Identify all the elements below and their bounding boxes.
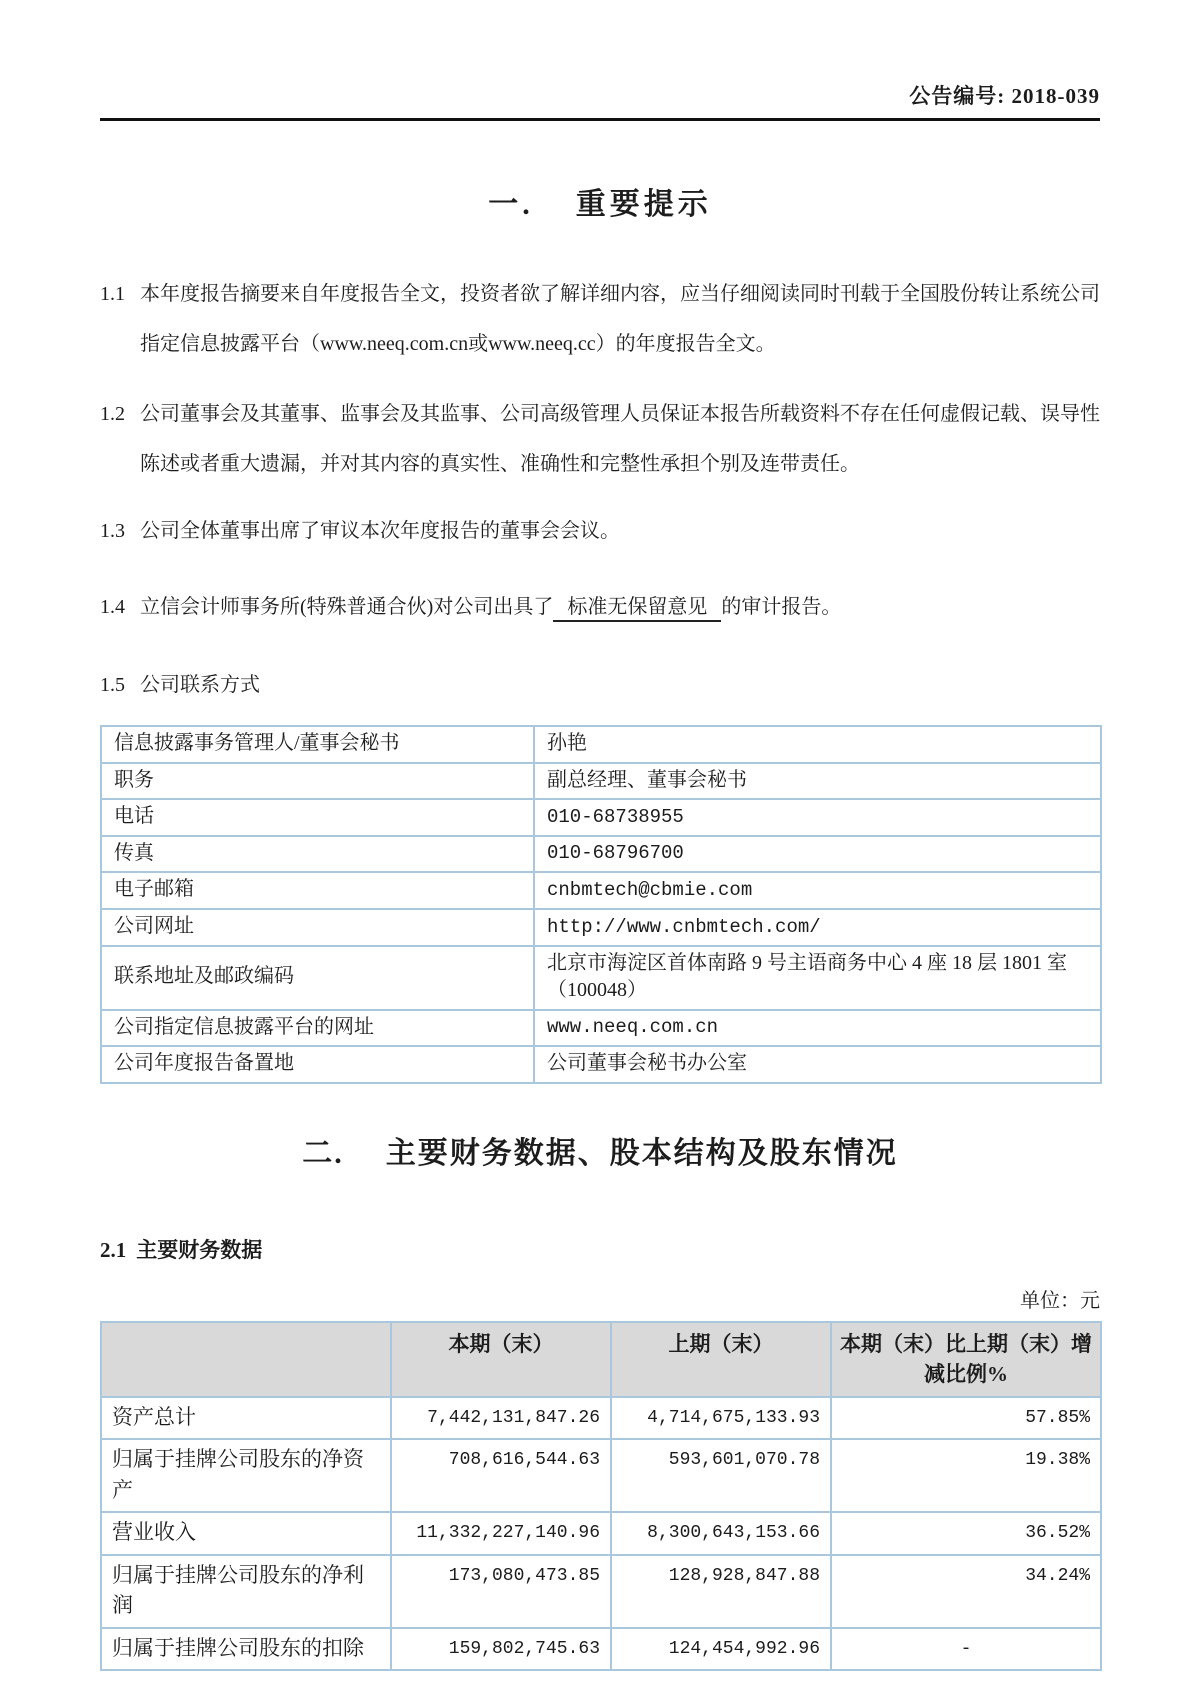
contact-row-website (101, 909, 1101, 946)
contact-row-phone (101, 799, 1101, 836)
contact-row-position (101, 763, 1101, 800)
section-one-heading (100, 179, 1100, 223)
notice-number: 公告编号: 2018-039 (909, 84, 1100, 108)
financial-header-change: 本期（末）比上期（末）增减比例% (831, 1322, 1101, 1397)
financial-row-total-assets (101, 1397, 1101, 1439)
financial-label: 归属于挂牌公司股东的扣除 (101, 1628, 391, 1670)
contact-value: 副总经理、董事会秘书 (534, 763, 1101, 800)
paragraph-number: 1.3 (100, 520, 125, 542)
paragraph-1-2 (100, 389, 1100, 489)
financial-prior-value: 128,928,847.88 (611, 1555, 831, 1628)
financial-current-value: 11,332,227,140.96 (391, 1512, 611, 1554)
paragraph-number: 1.4 (100, 596, 125, 618)
paragraph-1-5 (100, 665, 1100, 705)
paragraph-number: 1.5 (100, 674, 125, 696)
financial-change-value: 36.52% (831, 1512, 1101, 1554)
section-one-title: 重要提示 (575, 188, 712, 221)
financial-prior-value: 4,714,675,133.93 (611, 1397, 831, 1439)
contact-label: 公司指定信息披露平台的网址 (101, 1010, 534, 1047)
section-one-number: 一. (488, 188, 534, 221)
financial-change-value: - (831, 1628, 1101, 1670)
section-two-number: 二. (302, 1136, 344, 1170)
financial-header-row (101, 1322, 1101, 1397)
contact-label: 电子邮箱 (101, 872, 534, 909)
financial-label: 营业收入 (101, 1512, 391, 1554)
subsection-2-1-heading (100, 1234, 1100, 1264)
paragraph-1-1 (100, 269, 1100, 369)
contact-label: 传真 (101, 836, 534, 873)
paragraph-1-4 (100, 585, 1100, 629)
header-divider-rule (100, 118, 1100, 121)
contact-value: 北京市海淀区首体南路 9 号主语商务中心 4 座 18 层 1801 室（100048） (534, 946, 1101, 1010)
financial-label: 归属于挂牌公司股东的净资产 (101, 1439, 391, 1512)
financial-prior-value: 124,454,992.96 (611, 1628, 831, 1670)
paragraph-text: 公司全体董事出席了审议本次年度报告的董事会会议。 (140, 520, 620, 542)
contact-row-email (101, 872, 1101, 909)
paragraph-text: 公司联系方式 (140, 674, 260, 696)
financial-row-net-profit (101, 1555, 1101, 1628)
paragraph-text-before: 立信会计师事务所(特殊普通合伙)对公司出具了 (140, 596, 554, 618)
financial-row-revenue (101, 1512, 1101, 1554)
paragraph-text-after: 的审计报告。 (721, 596, 842, 618)
paragraph-number: 1.1 (100, 283, 125, 305)
contact-row-address (101, 946, 1101, 1010)
contact-value: www.neeq.com.cn (534, 1010, 1101, 1047)
financial-row-deducted-profit (101, 1628, 1101, 1670)
contact-row-report-location (101, 1046, 1101, 1083)
contact-label: 联系地址及邮政编码 (101, 946, 534, 1010)
contact-label: 公司网址 (101, 909, 534, 946)
financial-prior-value: 8,300,643,153.66 (611, 1512, 831, 1554)
financial-header-current: 本期（末） (391, 1322, 611, 1397)
subsection-number: 2.1 (100, 1237, 127, 1262)
subsection-title: 主要财务数据 (136, 1237, 263, 1262)
contact-value: cnbmtech@cbmie.com (534, 872, 1101, 909)
financial-current-value: 7,442,131,847.26 (391, 1397, 611, 1439)
financial-label: 归属于挂牌公司股东的净利润 (101, 1555, 391, 1628)
contact-row-fax (101, 836, 1101, 873)
financial-change-value: 19.38% (831, 1439, 1101, 1512)
contact-value: 010-68738955 (534, 799, 1101, 836)
financial-current-value: 173,080,473.85 (391, 1555, 611, 1628)
paragraph-1-3 (100, 509, 1100, 553)
paragraph-number: 1.2 (100, 403, 125, 425)
financial-current-value: 159,802,745.63 (391, 1628, 611, 1670)
contact-label: 公司年度报告备置地 (101, 1046, 534, 1083)
contact-value: http://www.cnbmtech.com/ (534, 909, 1101, 946)
financial-row-net-assets (101, 1439, 1101, 1512)
section-two-heading (100, 1128, 1100, 1172)
contact-label: 信息披露事务管理人/董事会秘书 (101, 726, 534, 763)
contact-value: 010-68796700 (534, 836, 1101, 873)
paragraph-text: 公司董事会及其董事、监事会及其监事、公司高级管理人员保证本报告所载资料不存在任何虚假记载、误导性陈述或者重大遗漏，并对其内容的真实性、准确性和完整性承担个别及连带责任。 (140, 403, 1100, 475)
contact-label: 职务 (101, 763, 534, 800)
contact-label: 电话 (101, 799, 534, 836)
key-financial-data-table (100, 1321, 1102, 1671)
paragraph-text: 本年度报告摘要来自年度报告全文，投资者欲了解详细内容，应当仔细阅读同时刊载于全国股份转让系统公司指定信息披露平台（www.neeq.com.cn或www.neeq.cc）的年度报告全文。 (140, 283, 1100, 355)
contact-value: 公司董事会秘书办公室 (534, 1046, 1101, 1083)
financial-header-prior: 上期（末） (611, 1322, 831, 1397)
contact-row-disclosure-platform (101, 1010, 1101, 1047)
financial-prior-value: 593,601,070.78 (611, 1439, 831, 1512)
financial-label: 资产总计 (101, 1397, 391, 1439)
contact-info-table (100, 725, 1102, 1084)
audit-opinion-underlined: 标准无保留意见 (553, 596, 721, 622)
unit-label: 单位：元 (1020, 1289, 1100, 1312)
financial-change-value: 34.24% (831, 1555, 1101, 1628)
financial-change-value: 57.85% (831, 1397, 1101, 1439)
document-page (100, 0, 1100, 1671)
section-two-title: 主要财务数据、股本结构及股东情况 (385, 1136, 898, 1170)
contact-value: 孙艳 (534, 726, 1101, 763)
contact-row-secretary (101, 726, 1101, 763)
financial-header-blank (101, 1322, 391, 1397)
financial-current-value: 708,616,544.63 (391, 1439, 611, 1512)
